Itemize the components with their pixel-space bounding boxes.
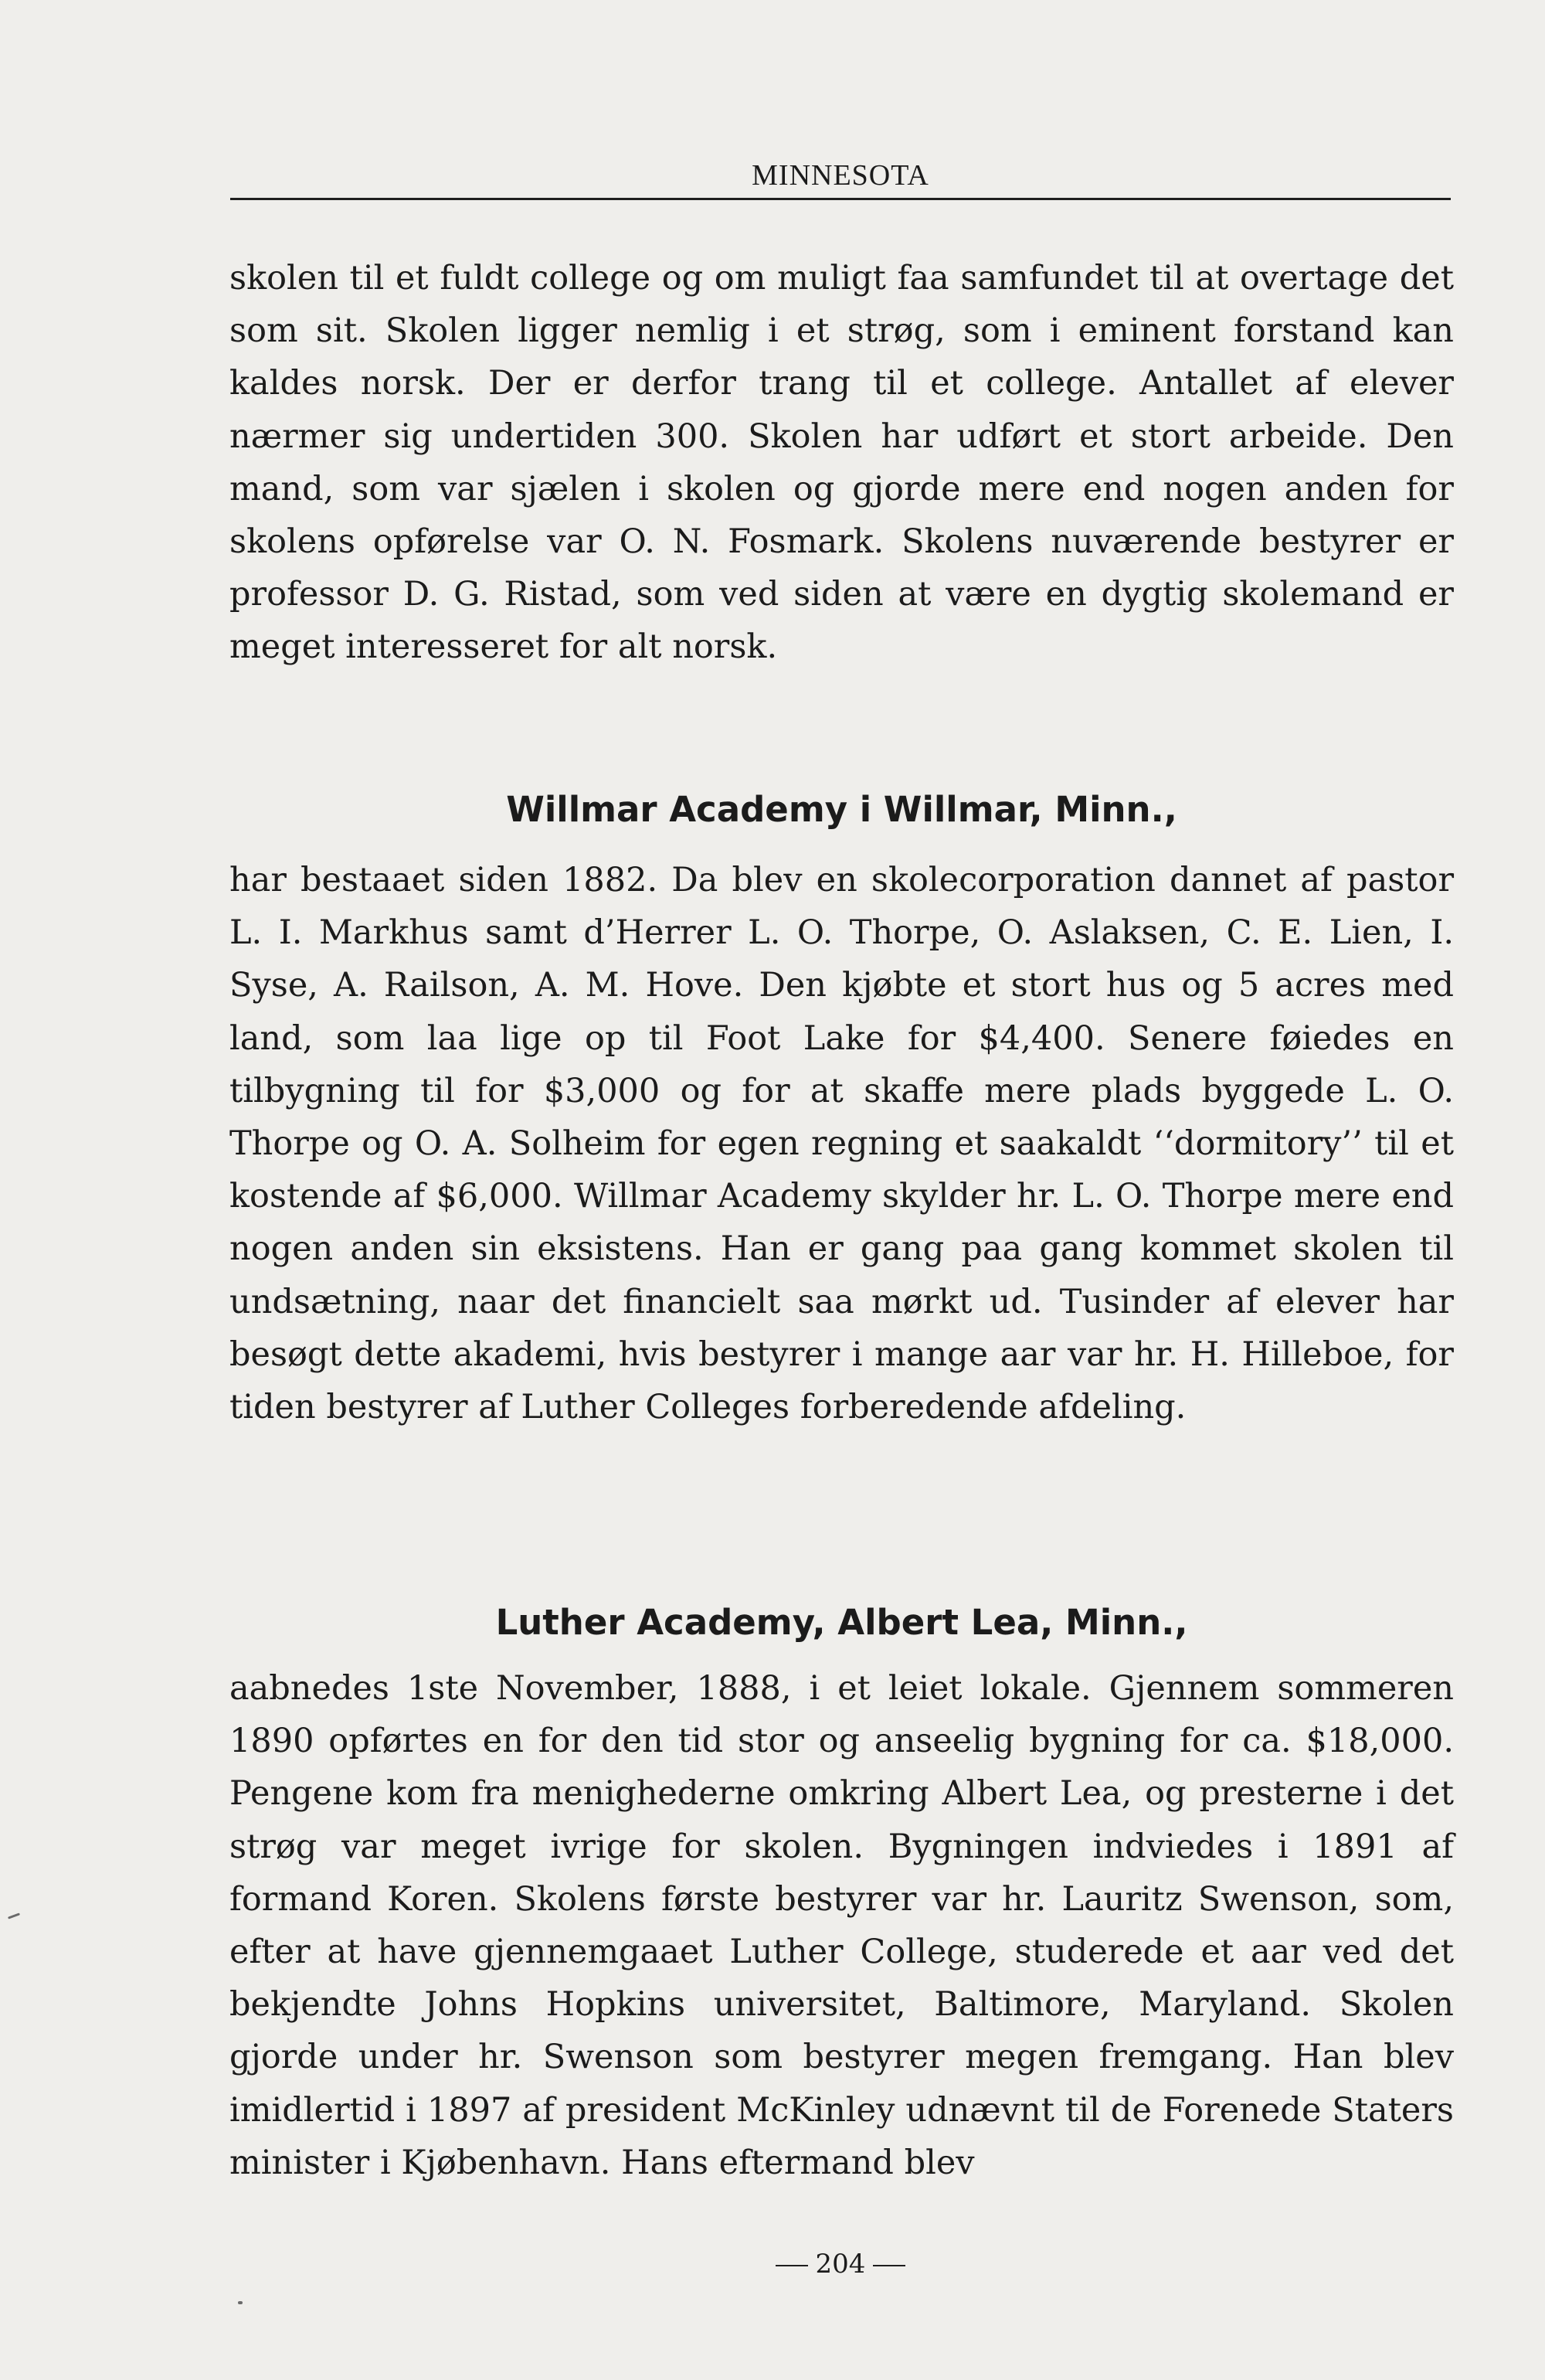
folio-dash-left — [776, 2265, 808, 2266]
margin-speck — [238, 2301, 243, 2304]
paragraph-luther-academy: aabnedes 1ste November, 1888, i et leiet lokale. Gjennem sommeren 1890 opførtes en for den tid stor og anseelig bygning for ca. $18,000. Pengene kom fra menighederne omkring Albert Lea, og presterne i det strøg var meget ivrige for skolen. Bygningen indviedes i 1891 af formand Koren. Skolens første bestyrer var hr. Lauritz Swenson, som, efter at have gjennemgaaet Luther College, studerede et aar ved det bekjendte Johns Hopkins universitet, Baltimore, Maryland. Skolen gjorde under hr. Swenson som bestyrer megen fremgang. Han blev imidlertid i 1897 af president McKinley udnævnt til de Forenede Staters minister i Kjøbenhavn. Hans eftermand blev — [229, 1669, 1454, 2182]
page-footer — [230, 2249, 1451, 2280]
page-number: 204 — [815, 2249, 866, 2280]
paragraph-willmar-academy: har bestaaet siden 1882. Da blev en skolecorporation dannet af pastor L. I. Markhus samt d’Herrer L. O. Thorpe, O. Aslaksen, C. E. Lien, I. Syse, A. Railson, A. M. Hove. Den kjøbte et stort hus og 5 acres med land, som laa lige op til Foot Lake for $4,400. Senere føiedes en tilbygning til for $3,000 og for at skaffe mere plads byggede L. O. Thorpe og O. A. Solheim for egen regning et saakaldt ‘‘dormitory’’ til et kostende af $6,000. Willmar Academy skylder hr. L. O. Thorpe mere end nogen anden sin eksistens. Han er gang paa gang kommet skolen til undsætning, naar det financielt saa mørkt ud. Tusinder af elever har besøgt dette akademi, hvis bestyrer i mange aar var hr. H. Hilleboe, for tiden bestyrer af Luther Colleges forberedende afdeling. — [229, 861, 1454, 1427]
header-rule — [230, 198, 1451, 200]
heading-luther-academy: Luther Academy, Albert Lea, Minn., — [495, 1602, 1188, 1643]
running-head: MINNESOTA — [752, 159, 929, 192]
paragraph-intro: skolen til et fuldt college og om muligt faa samfundet til at overtage det som sit. Skolen ligger nemlig i et strøg, som i eminent forstand kan kaldes norsk. Der er derfor trang til et college. Antallet af elever nærmer sig undertiden 300. Skolen har udført et stort arbeide. Den mand, som var sjælen i skolen og gjorde mere end nogen anden for skolens opførelse var O. N. Fosmark. Skolens nuværende bestyrer er professor D. G. Ristad, som ved siden at være en dygtig skolemand er meget interesseret for alt norsk. — [229, 259, 1454, 667]
margin-speck — [8, 1912, 20, 1919]
folio-dash-right — [873, 2265, 905, 2266]
heading-willmar-academy: Willmar Academy i Willmar, Minn., — [506, 789, 1177, 830]
